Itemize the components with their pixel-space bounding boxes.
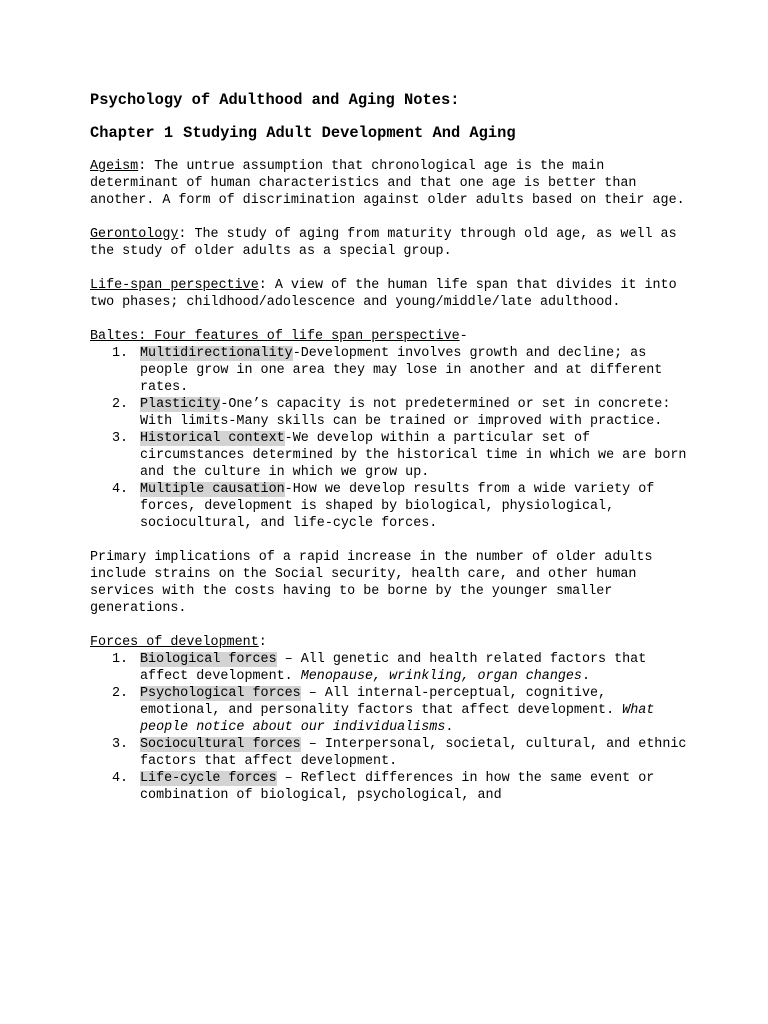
- definition-term: Life-span perspective: [90, 278, 259, 293]
- list-item-term: Multiple causation: [140, 482, 285, 497]
- definition-ageism: [90, 158, 690, 209]
- list-item-number: 3.: [112, 431, 129, 446]
- list-item-text: – All internal-perceptual, cognitive, emotional, and personality factors that affect development.: [140, 686, 623, 718]
- list-item-number: 2.: [112, 397, 129, 412]
- list-item: [90, 396, 690, 430]
- list-item: [90, 736, 690, 770]
- baltes-heading-suffix: -: [459, 329, 468, 344]
- list-item-end: .: [581, 669, 591, 684]
- list-item-number: 1.: [112, 652, 129, 667]
- list-item-term: Biological forces: [140, 652, 277, 667]
- notes-body: [90, 91, 690, 821]
- list-item: [90, 481, 690, 532]
- list-item-term: Historical context: [140, 431, 285, 446]
- chapter-name: Studying Adult Development And Aging: [183, 124, 516, 142]
- list-item-example: Menopause, wrinkling, organ changes: [300, 669, 582, 684]
- list-item-number: 4.: [112, 771, 129, 786]
- list-item-number: 2.: [112, 686, 129, 701]
- baltes-section: [90, 328, 690, 532]
- chapter-label: Chapter 1: [90, 124, 174, 142]
- list-item-term: Life-cycle forces: [140, 771, 277, 786]
- list-item-term: Sociocultural forces: [140, 737, 301, 752]
- forces-heading: Forces of development: [90, 635, 259, 650]
- list-item: [90, 345, 690, 396]
- list-item-text: -One’s capacity is not predetermined or set in concrete: With limits-Many skills can be trained or improved with practice.: [140, 397, 671, 429]
- list-item-term: Multidirectionality: [140, 346, 293, 361]
- list-item-term: Psychological forces: [140, 686, 301, 701]
- forces-section: [90, 634, 690, 804]
- list-item-number: 3.: [112, 737, 129, 752]
- definition-life-span-perspective: [90, 277, 690, 311]
- forces-heading-suffix: :: [258, 635, 267, 650]
- list-item-text: – All genetic and health related factors that affect development.: [140, 652, 647, 684]
- definition-term: Gerontology: [90, 227, 179, 242]
- definition-text: : The study of aging from maturity through old age, as well as the study of older adults as a special group.: [90, 227, 677, 259]
- definition-term: Ageism: [90, 159, 139, 174]
- list-item-text: -Development involves growth and decline; as people grow in one area they may lose in another and at different rates.: [140, 346, 663, 395]
- list-item-number: 1.: [112, 346, 129, 361]
- baltes-feature-list: [90, 345, 690, 532]
- list-item-term: Plasticity: [140, 397, 221, 412]
- definition-text: : The untrue assumption that chronological age is the main determinant of human characteristics and that one age is better than another. A form of discrimination against older adults based on their age.: [90, 159, 685, 208]
- forces-heading-line: [90, 634, 690, 651]
- list-item-text: – Reflect differences in how the same event or combination of biological, psychological, and: [140, 771, 655, 803]
- definition-gerontology: [90, 226, 690, 260]
- list-item-text: -How we develop results from a wide variety of forces, development is shaped by biological, physiological, sociocultural, and life-cycle forces.: [140, 482, 655, 531]
- forces-list: [90, 651, 690, 804]
- list-item-number: 4.: [112, 482, 129, 497]
- baltes-heading: Baltes: Four features of life span perspective: [90, 329, 460, 344]
- list-item-example: What people notice about our individualisms: [140, 703, 655, 735]
- list-item-text: – Interpersonal, societal, cultural, and ethnic factors that affect development.: [140, 737, 687, 769]
- page-title: Psychology of Adulthood and Aging Notes:: [90, 91, 460, 109]
- implications-paragraph: Primary implications of a rapid increase in the number of older adults include strains on the Social security, health care, and other human services with the costs having to be borne by the younger smaller generations.: [90, 550, 653, 616]
- list-item-text: -We develop within a particular set of circumstances determined by the historical time in which we are born and the culture in which we grow up.: [140, 431, 687, 480]
- definition-text: : A view of the human life span that divides it into two phases; childhood/adolescence and young/middle/late adulthood.: [90, 278, 677, 310]
- list-item: [90, 685, 690, 736]
- list-item: [90, 770, 690, 804]
- chapter-heading: [90, 124, 690, 143]
- list-item: [90, 430, 690, 481]
- baltes-heading-line: [90, 328, 690, 345]
- list-item: [90, 651, 690, 685]
- list-item-end: .: [445, 720, 454, 735]
